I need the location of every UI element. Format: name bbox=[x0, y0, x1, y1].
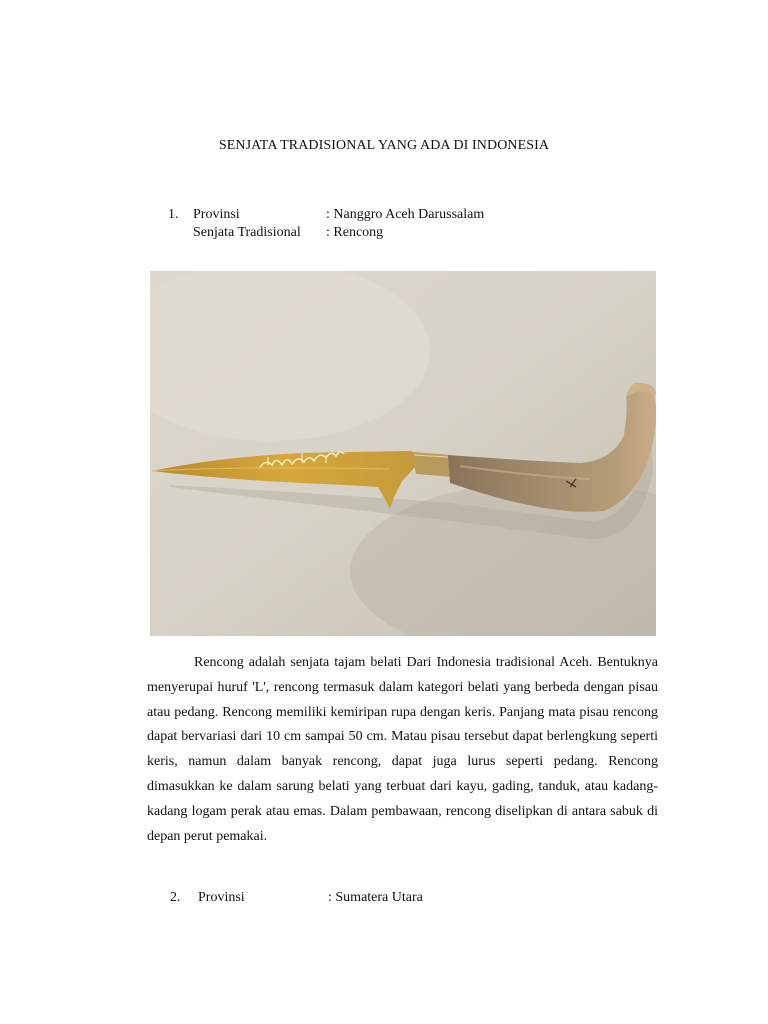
rencong-photo bbox=[150, 271, 656, 636]
provinsi-value: : Nanggro Aceh Darussalam bbox=[326, 207, 485, 222]
list-number: 2. bbox=[170, 890, 181, 905]
senjata-label: Senjata Tradisional bbox=[193, 225, 301, 240]
description-paragraph: Rencong adalah senjata tajam belati Dari Indonesia tradisional Aceh. Bentuknya menyerupai huruf 'L', rencong termasuk dalam kategori belati yang berbeda dengan pisau atau pedang. Rencong memiliki kemiripan rupa dengan keris. Panjang mata pisau rencong dapat bervariasi dari 10 cm sampai 50 cm. Matau pisau tersebut dapat berlengkung seperti keris, namun dalam banyak rencong, dapat juga lurus seperti pedang. Rencong dimasukkan ke dalam sarung belati yang terbuat dari kayu, gading, tanduk, atau kadang-kadang logam perak atau emas. Dalam pembawaan, rencong diselipkan di antara sabuk di depan perut pemakai. bbox=[147, 655, 658, 844]
list-item-1 bbox=[168, 206, 484, 242]
document-title: SENJATA TRADISIONAL YANG ADA DI INDONESIA bbox=[218, 138, 550, 153]
provinsi-value: : Sumatera Utara bbox=[328, 890, 423, 905]
provinsi-row bbox=[168, 206, 484, 224]
senjata-value: : Rencong bbox=[326, 225, 384, 240]
provinsi-label: Provinsi bbox=[193, 207, 240, 222]
provinsi-row bbox=[170, 889, 423, 907]
provinsi-label: Provinsi bbox=[198, 890, 245, 905]
list-number: 1. bbox=[168, 207, 179, 222]
list-item-2 bbox=[170, 889, 423, 907]
senjata-row bbox=[168, 224, 484, 242]
